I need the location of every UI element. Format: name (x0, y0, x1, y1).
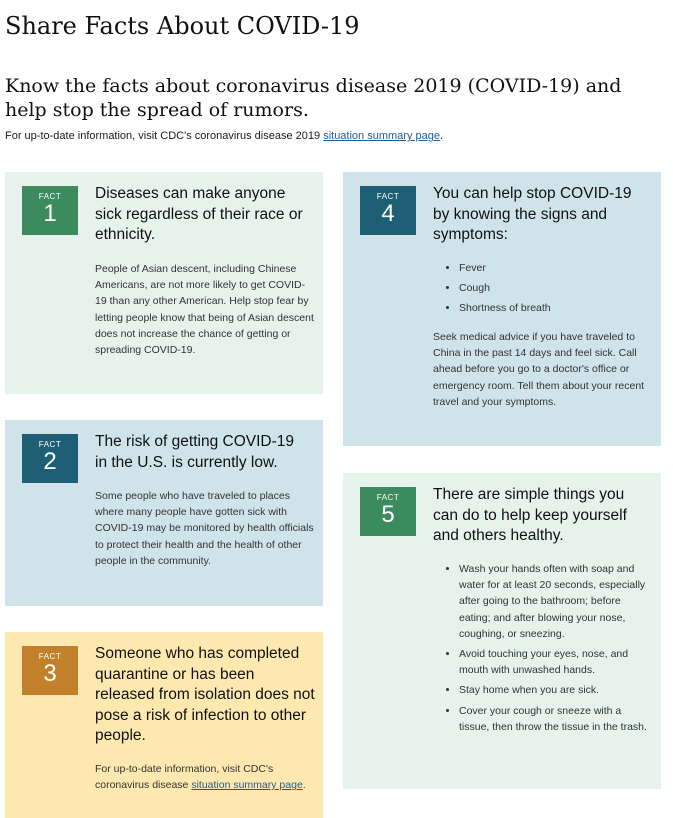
fact-heading-4: You can help stop COVID-19 by knowing the signs and symptoms: (433, 185, 632, 243)
fact-card-5 (343, 473, 661, 789)
list-item: • Fever (459, 260, 659, 276)
fact-badge-number: 5 (381, 501, 395, 528)
fact-badge-label: FACT (376, 192, 400, 201)
fact-badge-number: 3 (43, 660, 57, 687)
fact-body-1: People of Asian descent, including Chinese Americans, are not more likely to get COVID-19 than any other American. Help stop fear by letting people know that being of Asian descent does not increase the chance of getting or spreading COVID-19. (95, 263, 314, 357)
fact-body-3-end: . (302, 779, 306, 792)
fact-badge-number: 4 (381, 200, 395, 227)
fact-heading-3: Someone who has completed quarantine or has been released from isolation does not pose a risk of infection to other people. (95, 645, 315, 744)
list-item: • Cover your cough or sneeze with a tissue, then throw the tissue in the trash. (459, 703, 654, 735)
fact-badge-5 (360, 487, 416, 536)
fact-card-2 (5, 420, 323, 606)
fact-badge-3 (22, 646, 78, 695)
list-item: • Avoid touching your eyes, nose, and mouth with unwashed hands. (459, 646, 654, 678)
fact-badge-2 (22, 434, 78, 483)
fact-body-3 (95, 761, 311, 793)
list-item: • Cough (459, 280, 659, 296)
fact-badge-label: FACT (38, 652, 62, 661)
fact-body-4: Seek medical advice if you have traveled to China in the past 14 days and feel sick. Call ahead before you go to a doctor's office or emergency room. Tell them about your recent travel and your symptoms. (433, 331, 645, 408)
list-item: • Wash your hands often with soap and water for at least 20 seconds, especially after going to the bathroom; before eating; and after blowing your nose, coughing, or sneezing. (459, 561, 654, 642)
fact-card-1 (5, 172, 323, 394)
fact-badge-number: 1 (43, 200, 57, 227)
update-notice-end: . (439, 130, 444, 142)
situation-summary-link[interactable]: situation summary page (323, 130, 440, 142)
fact-body-2: Some people who have traveled to places where many people have gotten sick with COVID-19 may be monitored by health officials to protect their health and the health of other people in the community. (95, 490, 314, 567)
list-item: • Shortness of breath (459, 300, 659, 316)
fact-badge-4 (360, 186, 416, 235)
page-title: Share Facts About COVID-19 (5, 12, 360, 40)
update-notice (5, 130, 443, 142)
fact-badge-label: FACT (376, 493, 400, 502)
fact-badge-number: 2 (43, 448, 57, 475)
fact-heading-5: There are simple things you can do to help keep yourself and others healthy. (433, 486, 627, 544)
fact-badge-label: FACT (38, 440, 62, 449)
update-notice-text: For up-to-date information, visit CDC's coronavirus disease 2019 (5, 130, 324, 142)
fact-badge-1 (22, 186, 78, 235)
fact-body-3-text: For up-to-date information, visit CDC's coronavirus disease (95, 763, 274, 792)
fact-card-4 (343, 172, 661, 446)
fact-badge-label: FACT (38, 192, 62, 201)
list-item: • Stay home when you are sick. (459, 682, 654, 698)
symptoms-list (433, 260, 659, 321)
healthy-tips-list (433, 561, 654, 739)
fact-heading-1: Diseases can make anyone sick regardless of their race or ethnicity. (95, 185, 303, 243)
fact-card-3 (5, 632, 323, 818)
page-subtitle: Know the facts about coronavirus disease 2019 (COVID-19) and help stop the spread of rumors. (5, 75, 622, 121)
situation-summary-link[interactable]: situation summary page (191, 779, 303, 792)
fact-heading-2: The risk of getting COVID-19 in the U.S. is currently low. (95, 433, 294, 471)
